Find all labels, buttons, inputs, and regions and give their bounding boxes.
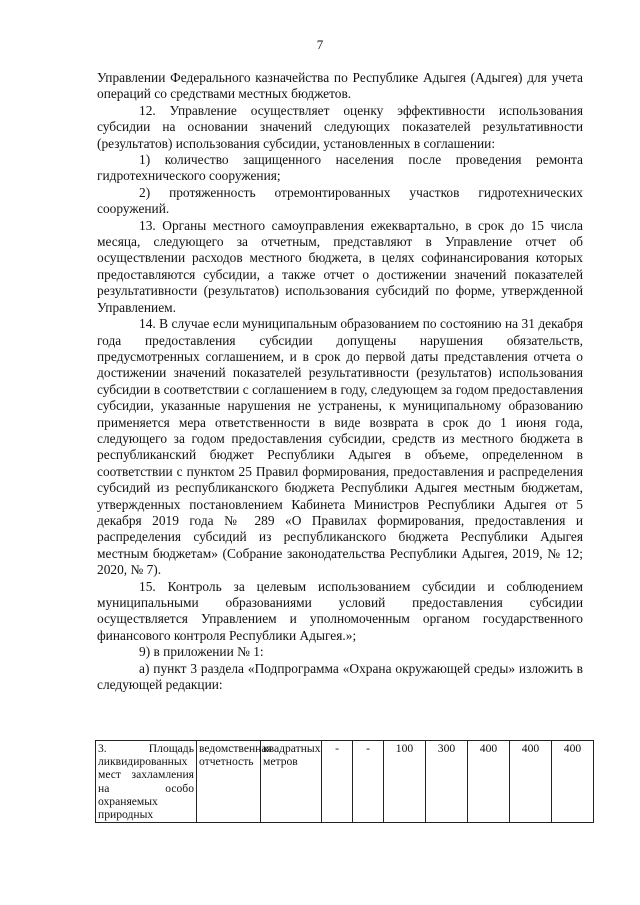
table-row	[96, 741, 594, 823]
amendment-subitem-a: а) пункт 3 раздела «Подпрограмма «Охрана окружающей среды» изложить в следующей редакции:	[97, 660, 583, 693]
value-cell: 100	[384, 741, 426, 823]
paragraph-15: 15. Контроль за целевым использованием субсидии и соблюдением муниципальными образованиями условий предоставления субсидии осуществляется Управлением и уполномоченным органом государственного финансового контроля Республики Адыгея.»;	[97, 578, 583, 643]
data-source-cell: ведомственная отчетность	[197, 741, 261, 823]
value-cell: 300	[426, 741, 468, 823]
indicator-table	[95, 740, 594, 823]
value-cell: -	[322, 741, 353, 823]
paragraph-13: 13. Органы местного самоуправления ежеквартально, в срок до 15 числа месяца, следующего за отчетным, представляют в Управление отчет об осуществлении расходов местного бюджета, в целях софинансирования которых предоставляются субсидии, а также отчет о достижении значений показателей результативности (результатов) использования субсидий по форме, утвержденной Управлением.	[97, 217, 583, 315]
list-item-2: 2) протяженность отремонтированных участков гидротехнических сооружений.	[97, 184, 583, 217]
amendment-item-9: 9) в приложении № 1:	[139, 644, 264, 660]
indicator-name-cell: 3. Площадь ликвидированных мест захламления на особо охраняемых природных	[96, 741, 197, 823]
paragraph-continuation: Управлении Федерального казначейства по Республике Адыгея (Адыгея) для учета операций со средствами местных бюджетов.	[97, 70, 583, 102]
body-text	[97, 70, 583, 693]
value-cell: 400	[552, 741, 594, 823]
paragraph-12: 12. Управление осуществляет оценку эффективности использования субсидии на основании значений следующих показателей результативности (результатов) использования субсидии, установленных в соглашении:	[97, 102, 583, 151]
value-cell: 400	[510, 741, 552, 823]
value-cell: -	[353, 741, 384, 823]
page-number: 7	[316, 37, 324, 52]
paragraph-14: 14. В случае если муниципальным образованием по состоянию на 31 декабря года предоставления субсидии допущены нарушения обязательств, предусмотренных соглашением, и в срок до первой даты представления отчета о достижении значений показателей результативности (результатов) использования субсидии в соответствии с соглашением в году, следующем за годом предоставления субсидии, указанные нарушения не устранены, к муниципальному образованию применяется мера ответственности в виде возврата в срок до 1 июня года, следующего за годом предоставления субсидии, средств из местного бюджета в республиканский бюджет Республики Адыгея в объеме, определенном в соответствии с пунктом 25 Правил формирования, предоставления и распределения субсидий из республиканского бюджета Республики Адыгея местным бюджетам, утвержденных постановлением Кабинета Министров Республики Адыгея от 5 декабря 2019 года № 289 «О Правилах формирования, предоставления и распределения субсидий из республиканского бюджета Республики Адыгея местным бюджетам» (Собрание законодательства Республики Адыгея, 2019, № 12; 2020, № 7).	[97, 316, 583, 578]
unit-cell: квадратных метров	[261, 741, 322, 823]
list-item-1: 1) количество защищенного населения после проведения ремонта гидротехнического сооружения;	[97, 152, 583, 184]
value-cell: 400	[468, 741, 510, 823]
